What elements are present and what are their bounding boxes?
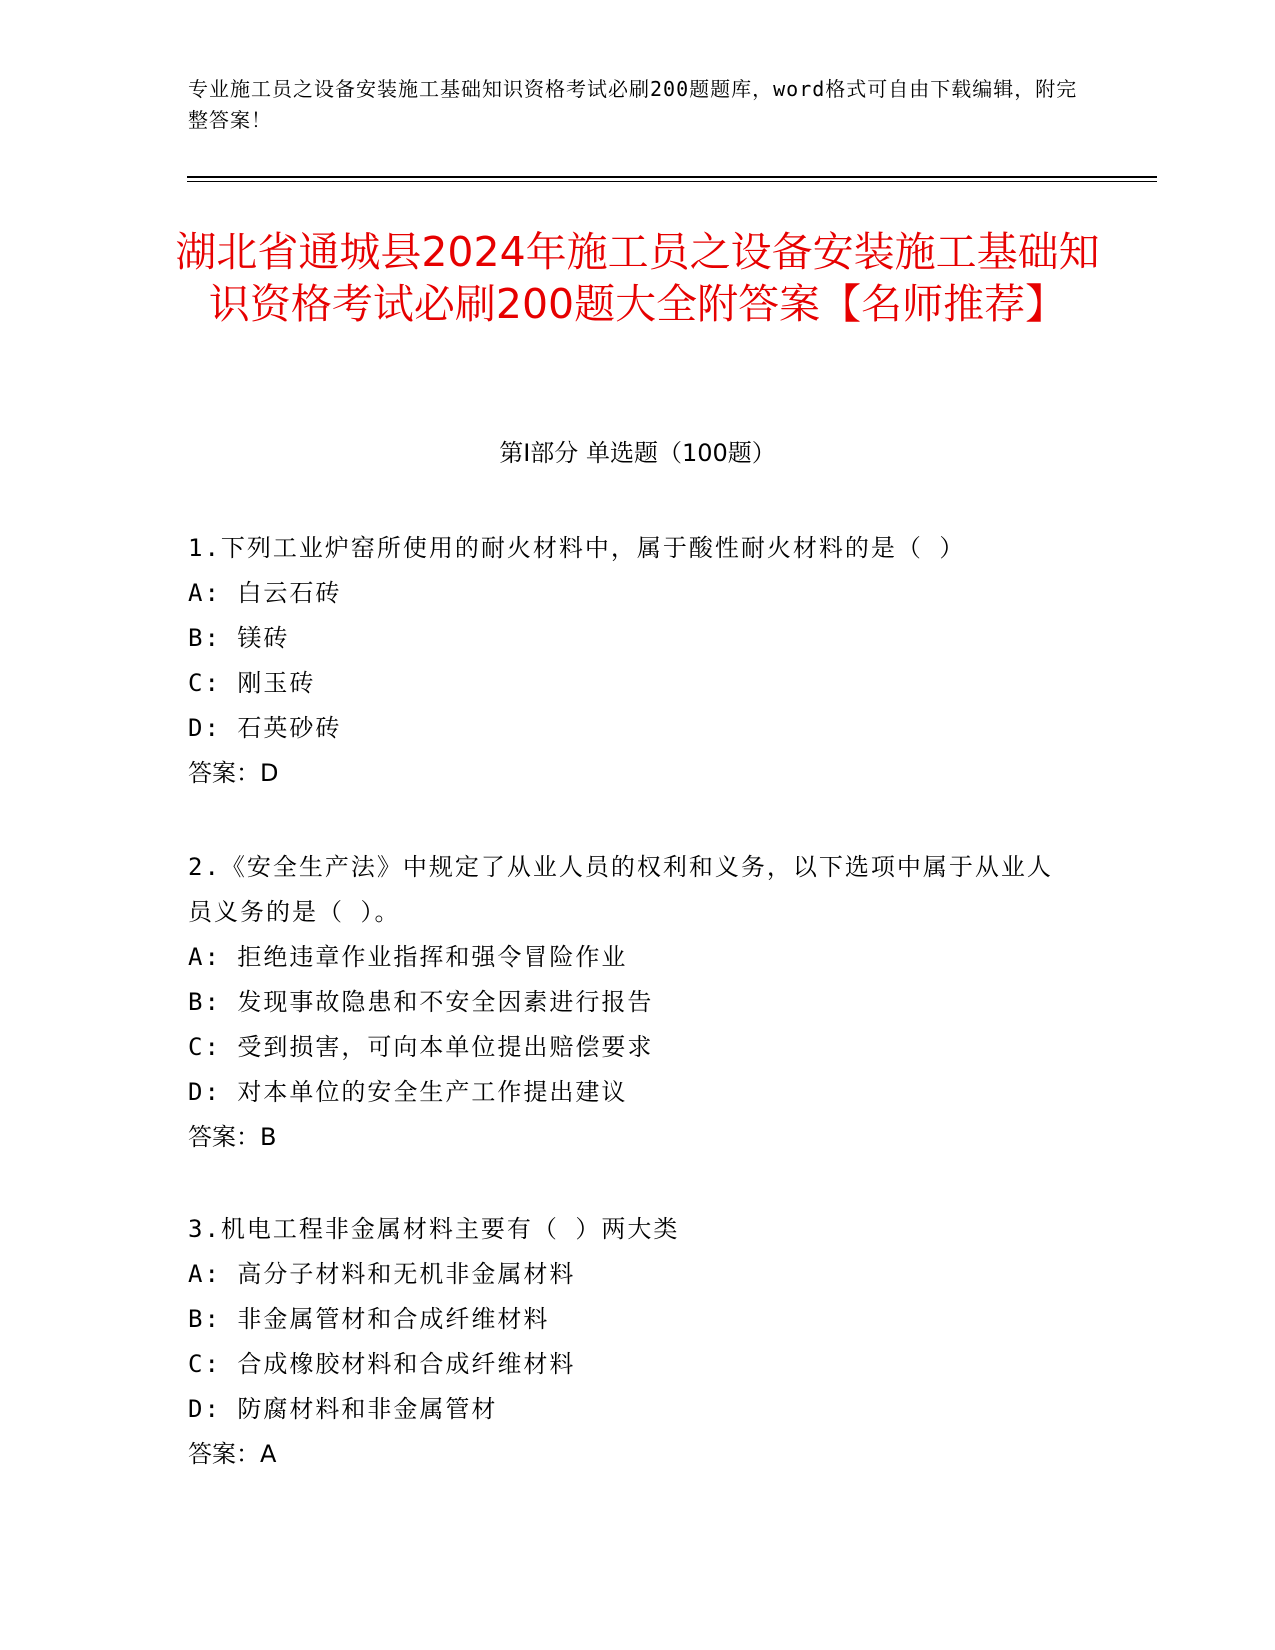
option-a: A: 高分子材料和无机非金属材料 [188,1260,576,1288]
option-d: D: 石英砂砖 [188,714,342,742]
option-b: B: 发现事故隐患和不安全因素进行报告 [188,988,654,1016]
option-a: A: 白云石砖 [188,579,342,607]
question-item [188,526,1068,796]
option-c: C: 刚玉砖 [188,669,316,697]
question-item [188,1207,1068,1477]
document-title: 湖北省通城县2024年施工员之设备安装施工基础知识资格考试必刷200题大全附答案【名师推荐】 [175,228,1100,328]
question-stem: 2.《安全生产法》中规定了从业人员的权利和义务，以下选项中属于从业人员义务的是（ ）。 [188,853,1053,926]
header-divider-thick [187,176,1157,178]
option-b: B: 镁砖 [188,624,290,652]
question-stem: 3.机电工程非金属材料主要有（ ）两大类 [188,1215,680,1243]
option-d: D: 对本单位的安全生产工作提出建议 [188,1078,628,1106]
question-stem: 1.下列工业炉窑所使用的耐火材料中，属于酸性耐火材料的是（ ） [188,534,966,562]
option-c: C: 合成橡胶材料和合成纤维材料 [188,1350,576,1378]
option-b: B: 非金属管材和合成纤维材料 [188,1305,550,1333]
answer-line: 答案：B [188,1123,277,1151]
section-title: 第Ⅰ部分 单选题（100题） [499,439,776,467]
answer-line: 答案：D [188,759,279,787]
option-a: A: 拒绝违章作业指挥和强令冒险作业 [188,943,628,971]
option-c: C: 受到损害，可向本单位提出赔偿要求 [188,1033,654,1061]
header-divider-thin [187,181,1157,182]
answer-line: 答案：A [188,1440,277,1468]
header-note: 专业施工员之设备安装施工基础知识资格考试必刷200题题库，word格式可自由下载编辑，附完整答案！ [188,77,1078,132]
option-d: D: 防腐材料和非金属管材 [188,1395,498,1423]
question-item [188,845,1068,1160]
